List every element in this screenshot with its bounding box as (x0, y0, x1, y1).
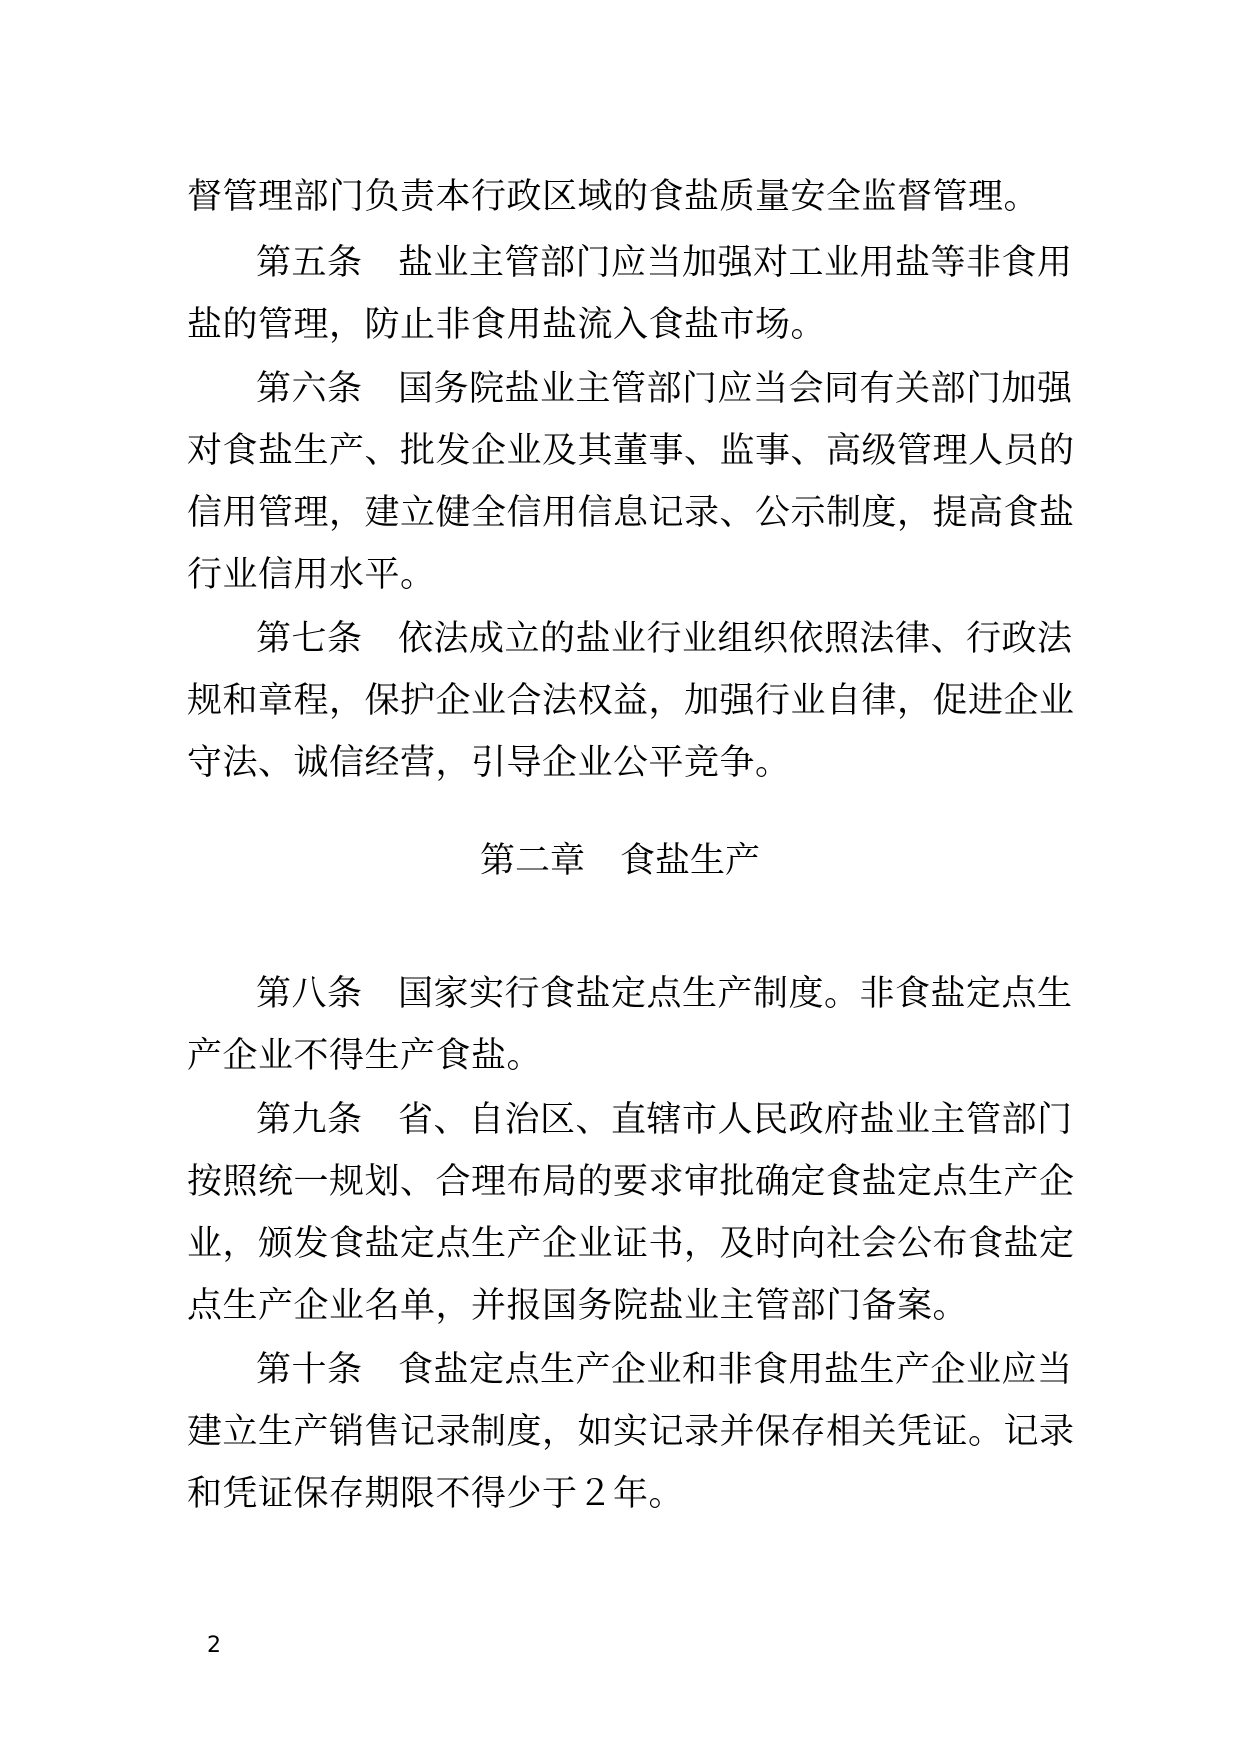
text-line: 规和章程，保护企业合法权益，加强行业自律，促进企业 (187, 681, 1075, 721)
article-8-heading-line: 第八条 国家实行食盐定点生产制度。非食盐定点生 (256, 974, 1073, 1014)
article-7-heading-line: 第七条 依法成立的盐业行业组织依照法律、行政法 (256, 619, 1073, 659)
text-line: 点生产企业名单，并报国务院盐业主管部门备案。 (187, 1286, 969, 1326)
article-9-heading-line: 第九条 省、自治区、直辖市人民政府盐业主管部门 (256, 1100, 1073, 1140)
text-line: 建立生产销售记录制度，如实记录并保存相关凭证。记录 (187, 1412, 1075, 1452)
text-line: 守法、诚信经营，引导企业公平竞争。 (187, 743, 791, 783)
article-10-heading-line: 第十条 食盐定点生产企业和非食用盐生产企业应当 (256, 1350, 1073, 1390)
text-line: 产企业不得生产食盐。 (187, 1036, 543, 1076)
article-6-heading-line: 第六条 国务院盐业主管部门应当会同有关部门加强 (256, 369, 1073, 409)
text-line: 盐的管理，防止非食用盐流入食盐市场。 (187, 305, 827, 345)
article-5-heading-line: 第五条 盐业主管部门应当加强对工业用盐等非食用 (256, 243, 1073, 283)
text-line: 对食盐生产、批发企业及其董事、监事、高级管理人员的 (187, 431, 1075, 471)
text-line: 和凭证保存期限不得少于２年。 (187, 1474, 685, 1514)
text-line: 按照统一规划、合理布局的要求审批确定食盐定点生产企 (187, 1162, 1075, 1202)
text-line: 督管理部门负责本行政区域的食盐质量安全监督管理。 (187, 177, 1040, 217)
text-line: 行业信用水平。 (187, 555, 436, 595)
text-line: 业，颁发食盐定点生产企业证书，及时向社会公布食盐定 (187, 1224, 1075, 1264)
page-number: 2 (207, 1633, 221, 1658)
chapter-heading: 第二章 食盐生产 (479, 841, 760, 881)
text-line: 信用管理，建立健全信用信息记录、公示制度，提高食盐 (187, 493, 1075, 533)
